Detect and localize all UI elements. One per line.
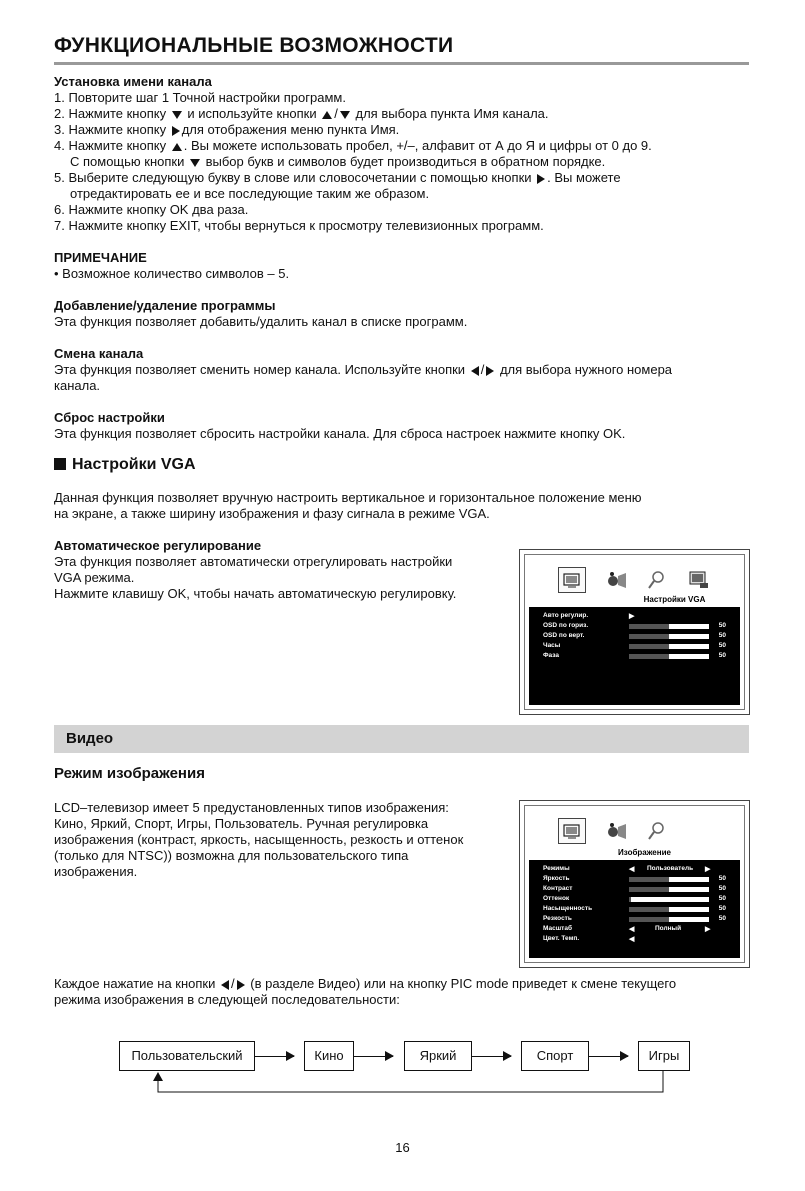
left-arrow-icon: ◀ <box>629 866 635 873</box>
change-text: Эта функция позволяет сменить номер канала. Используйте кнопки / для выбора нужного номера <box>54 362 673 377</box>
picture-menu-title: Изображение <box>618 848 671 857</box>
picture-row-color-temp[interactable]: Цвет. Темп. ◀ <box>543 935 635 943</box>
flow-arrow <box>254 1056 294 1057</box>
picture-row-tint[interactable]: Оттенок 50 <box>543 895 726 902</box>
picture-osd-menu <box>519 800 750 968</box>
auto-adjust-text-3: Нажмите клавишу OK, чтобы начать автоматическую регулировку. <box>54 586 457 601</box>
name-setup-step-6: 6. Нажмите кнопку OK два раза. <box>54 202 249 217</box>
picture-icon <box>558 818 586 844</box>
down-arrow-icon <box>190 159 200 167</box>
down-arrow-icon <box>172 111 182 119</box>
right-arrow-icon: ▶ <box>705 926 711 933</box>
sequence-text-2: режима изображения в следующей последовательности: <box>54 992 400 1007</box>
name-setup-step-5: 5. Выберите следующую букву в слове или словосочетании с помощью кнопки . Вы можете <box>54 170 621 185</box>
picture-row-mode[interactable]: Режимы ◀ Пользователь ▶ <box>543 865 711 873</box>
sound-icon <box>603 567 631 593</box>
name-setup-step-4-cont: С помощью кнопки выбор букв и символов будет производиться в обратном порядке. <box>70 154 606 169</box>
up-arrow-icon <box>172 143 182 151</box>
osd-frame <box>524 805 745 963</box>
picture-row-brightness[interactable]: Яркость 50 <box>543 875 726 882</box>
picture-row-scale[interactable]: Масштаб ◀ Полный ▶ <box>543 925 711 933</box>
vga-menu-title: Настройки VGA <box>643 595 706 604</box>
picture-menu-list <box>529 860 740 958</box>
auto-adjust-heading: Автоматическое регулирование <box>54 538 262 553</box>
picture-row-contrast[interactable]: Контраст 50 <box>543 885 726 892</box>
flow-box-cinema: Кино <box>304 1041 354 1071</box>
auto-adjust-text-2: VGA режима. <box>54 570 135 585</box>
video-para-1: LCD–телевизор имеет 5 предустановленных типов изображения: <box>54 800 449 815</box>
add-remove-text: Эта функция позволяет добавить/удалить канал в списке программ. <box>54 314 468 329</box>
change-text-cont: канала. <box>54 378 101 393</box>
vga-row-h-position[interactable]: OSD по гориз. 50 <box>543 622 726 629</box>
vga-heading: Настройки VGA <box>54 456 196 474</box>
vga-row-clock[interactable]: Часы 50 <box>543 642 726 649</box>
name-setup-step-1: 1. Повторите шаг 1 Точной настройки программ. <box>54 90 346 105</box>
name-setup-step-3: 3. Нажмите кнопку для отображения меню пункта Имя. <box>54 122 400 137</box>
video-para-4: (только для NTSC)) возможна для пользовательского типа <box>54 848 409 863</box>
video-para-2: Кино, Яркий, Спорт, Игры, Пользователь. Ручная регулировка <box>54 816 429 831</box>
video-section-bar <box>54 725 749 753</box>
vga-menu-list <box>529 607 740 705</box>
left-arrow-icon <box>471 366 479 376</box>
right-arrow-icon <box>537 174 545 184</box>
video-para-5: изображения. <box>54 864 138 879</box>
flow-box-sport: Спорт <box>521 1041 589 1071</box>
video-section-title: Видео <box>66 730 114 747</box>
vga-para-2: на экране, а также ширину изображения и фазу сигнала в режиме VGA. <box>54 506 490 521</box>
right-arrow-icon: ▶ <box>705 866 711 873</box>
osd-frame <box>524 554 745 710</box>
name-setup-step-4: 4. Нажмите кнопку . Вы можете использовать пробел, +/–, алфавит от А до Я и цифры от 0 до 9. <box>54 138 652 153</box>
vga-osd-menu <box>519 549 750 715</box>
flow-box-user: Пользовательский <box>119 1041 255 1071</box>
vga-row-auto[interactable]: Авто регулир. ▶ <box>543 612 635 620</box>
flow-box-games: Игры <box>638 1041 690 1071</box>
auto-adjust-text-1: Эта функция позволяет автоматически отрегулировать настройки <box>54 554 453 569</box>
square-bullet-icon <box>54 458 66 470</box>
picture-mode-heading: Режим изображения <box>54 765 205 782</box>
level-bar <box>629 917 709 922</box>
right-arrow-icon: ▶ <box>629 613 635 620</box>
page-number: 16 <box>395 1140 410 1155</box>
picture-row-saturation[interactable]: Насыщенность 50 <box>543 905 726 912</box>
vga-para-1: Данная функция позволяет вручную настроить вертикальное и горизонтальное положение меню <box>54 490 642 505</box>
note-heading: ПРИМЕЧАНИЕ <box>54 250 147 265</box>
name-setup-step-2: 2. Нажмите кнопку и используйте кнопки / для выбора пункта Имя канала. <box>54 106 549 121</box>
left-arrow-icon: ◀ <box>629 926 635 933</box>
setup-icon <box>685 567 713 593</box>
right-arrow-icon <box>486 366 494 376</box>
reset-heading: Сброс настройки <box>54 410 165 425</box>
change-heading: Смена канала <box>54 346 144 361</box>
flow-arrow <box>353 1056 393 1057</box>
picture-row-sharpness[interactable]: Резкость 50 <box>543 915 726 922</box>
level-bar <box>629 654 709 659</box>
left-arrow-icon <box>221 980 229 990</box>
down-arrow-icon <box>340 111 350 119</box>
flow-return-line <box>140 1070 700 1100</box>
level-bar <box>629 907 709 912</box>
right-arrow-icon <box>172 126 180 136</box>
picture-icon <box>558 567 586 593</box>
up-arrow-icon <box>322 111 332 119</box>
level-bar <box>629 634 709 639</box>
level-bar <box>629 897 709 902</box>
flow-arrow <box>588 1056 628 1057</box>
reset-text: Эта функция позволяет сбросить настройки канала. Для сброса настроек нажмите кнопку OK. <box>54 426 626 441</box>
search-icon <box>643 818 671 844</box>
flow-box-bright: Яркий <box>404 1041 472 1071</box>
name-setup-heading: Установка имени канала <box>54 74 212 89</box>
vga-row-phase[interactable]: Фаза 50 <box>543 652 726 659</box>
search-icon <box>643 567 671 593</box>
level-bar <box>629 644 709 649</box>
title-rule <box>54 62 749 65</box>
flow-arrow <box>471 1056 511 1057</box>
video-para-3: изображения (контраст, яркость, насыщенность, резкость и оттенок <box>54 832 464 847</box>
page-title: ФУНКЦИОНАЛЬНЫЕ ВОЗМОЖНОСТИ <box>54 34 454 57</box>
level-bar <box>629 877 709 882</box>
level-bar <box>629 624 709 629</box>
note-text: • Возможное количество символов – 5. <box>54 266 290 281</box>
name-setup-step-7: 7. Нажмите кнопку EXIT, чтобы вернуться к просмотру телевизионных программ. <box>54 218 544 233</box>
level-bar <box>629 887 709 892</box>
left-arrow-icon: ◀ <box>629 936 635 943</box>
sound-icon <box>603 818 631 844</box>
name-setup-step-5-cont: отредактировать ее и все последующие таким же образом. <box>70 186 430 201</box>
add-remove-heading: Добавление/удаление программы <box>54 298 276 313</box>
right-arrow-icon <box>237 980 245 990</box>
vga-row-v-position[interactable]: OSD по верт. 50 <box>543 632 726 639</box>
sequence-text-1: Каждое нажатие на кнопки / (в разделе Видео) или на кнопку PIC mode приведет к смене текущего <box>54 976 677 991</box>
